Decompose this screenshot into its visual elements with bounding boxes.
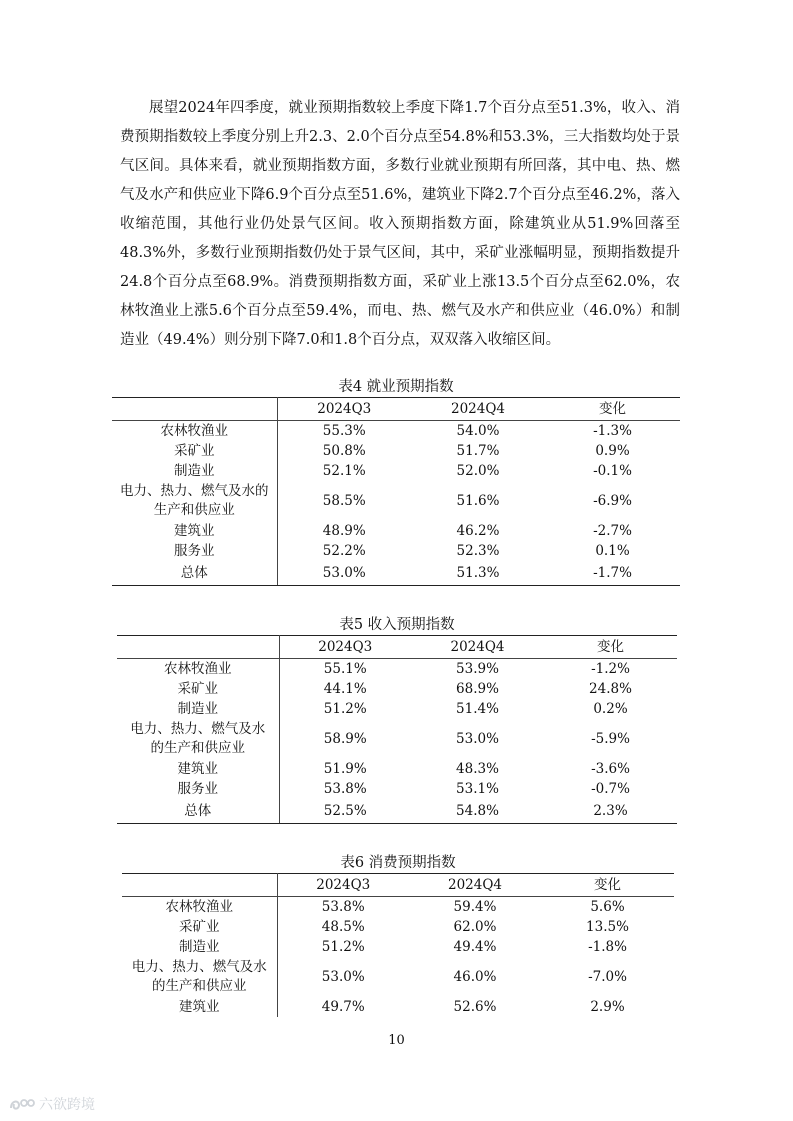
change-cell: 2.9%	[590, 998, 625, 1015]
industry-cell: 建筑业	[112, 521, 277, 541]
industry-cell: 总体	[112, 561, 277, 586]
q3-cell: 53.8%	[323, 780, 367, 797]
table-row	[122, 997, 674, 1017]
q3-cell: 53.0%	[277, 561, 411, 586]
q4-cell: 52.3%	[456, 542, 500, 559]
industry-name-line2: 生产和供应业	[153, 502, 235, 518]
table-row	[117, 719, 677, 759]
industry-cell	[122, 957, 277, 997]
q4-cell: 48.3%	[456, 760, 499, 777]
table-row	[117, 759, 677, 779]
industry-cell: 建筑业	[122, 997, 277, 1017]
table-row	[112, 421, 680, 442]
table-row	[112, 461, 680, 481]
industry-name-line2: 的生产和供应业	[150, 740, 245, 756]
table-row	[117, 779, 677, 799]
industry-name-line1: 电力、热力、燃气及水	[131, 959, 267, 975]
change-cell: -3.6%	[591, 760, 630, 777]
industry-cell: 农林牧渔业	[112, 421, 277, 442]
q4-cell: 53.9%	[456, 660, 499, 677]
table-row	[112, 521, 680, 541]
table-header-row	[117, 636, 677, 659]
change-cell: 0.9%	[595, 442, 630, 459]
q4-cell: 59.4%	[453, 898, 497, 915]
header-cell: 2024Q4	[409, 874, 541, 897]
change-cell: -1.3%	[593, 422, 632, 439]
header-cell	[112, 398, 277, 421]
industry-cell: 制造业	[112, 461, 277, 481]
change-cell: 0.2%	[593, 700, 628, 717]
table-row	[122, 957, 674, 997]
q4-cell: 62.0%	[453, 918, 497, 935]
change-cell: -7.0%	[588, 968, 627, 985]
q4-cell: 53.1%	[456, 780, 499, 797]
table-row	[117, 659, 677, 680]
q4-cell: 54.8%	[411, 799, 544, 824]
q3-cell: 52.5%	[279, 799, 411, 824]
header-cell: 2024Q3	[277, 398, 411, 421]
industry-cell: 采矿业	[117, 679, 279, 699]
industry-cell	[117, 719, 279, 759]
q3-cell: 51.2%	[321, 938, 365, 955]
change-cell: 24.8%	[589, 680, 632, 697]
q3-cell: 50.8%	[322, 442, 366, 459]
change-cell: 0.1%	[595, 542, 630, 559]
change-cell: 13.5%	[586, 918, 629, 935]
page-number: 10	[388, 1033, 405, 1048]
q3-cell: 51.9%	[323, 760, 367, 777]
income-expectation-table	[117, 615, 677, 824]
q3-cell: 49.7%	[321, 998, 365, 1015]
table-row	[117, 799, 677, 824]
change-cell: -1.7%	[545, 561, 680, 586]
industry-cell: 制造业	[122, 937, 277, 957]
header-cell	[117, 636, 279, 659]
header-cell: 2024Q4	[411, 636, 544, 659]
table-row	[122, 917, 674, 937]
industry-cell: 采矿业	[122, 917, 277, 937]
table-caption: 表5 收入预期指数	[339, 617, 455, 633]
table-row	[112, 441, 680, 461]
table-header-row	[112, 398, 680, 421]
q3-cell: 53.8%	[321, 898, 365, 915]
q4-cell: 49.4%	[453, 938, 497, 955]
q3-cell: 48.9%	[322, 522, 366, 539]
q4-cell: 51.4%	[456, 700, 499, 717]
header-cell: 变化	[545, 398, 680, 421]
q3-cell: 58.9%	[323, 730, 367, 747]
q4-cell: 53.0%	[456, 730, 499, 747]
q4-cell: 46.2%	[456, 522, 500, 539]
employment-expectation-table	[112, 377, 680, 586]
header-cell: 2024Q3	[279, 636, 411, 659]
watermark-text: 六欲跨境	[39, 1097, 95, 1113]
industry-name-line2: 的生产和供应业	[152, 978, 247, 994]
q3-cell: 55.3%	[322, 422, 366, 439]
change-cell: -6.9%	[593, 492, 632, 509]
body-paragraph: 展望2024年四季度，就业预期指数较上季度下降1.7个百分点至51.3%，收入、消费预期指数较上季度分别上升2.3、2.0个百分点至54.8%和53.3%，三大指数均处于景气区间。具体来看，就业预期指数方面，多数行业就业预期有所回落，其中电、热、燃气及水产和供应业下降6.9个百分点至51.6%，建筑业下降2.7个百分点至46.2%，落入收缩范围，其他行业仍处景气区间。收入预期指数方面，除建筑业从51.9%回落至48.3%外，多数行业预期指数仍处于景气区间，其中，采矿业涨幅明显，预期指数提升24.8个百分点至68.9%。消费预期指数方面，采矿业上涨13.5个百分点至62.0%，农林牧渔业上涨5.6个百分点至59.4%，而电、热、燃气及水产和供应业（46.0%）和制造业（49.4%）则分别下降7.0和1.8个百分点，双双落入收缩区间。	[120, 100, 680, 348]
table-row	[112, 541, 680, 561]
change-cell: -0.7%	[591, 780, 630, 797]
change-cell: -1.8%	[588, 938, 627, 955]
watermark	[8, 1094, 95, 1114]
header-cell	[122, 874, 277, 897]
q3-cell: 52.2%	[322, 542, 366, 559]
table-caption: 表4 就业预期指数	[338, 379, 454, 395]
q3-cell: 51.2%	[323, 700, 367, 717]
industry-cell: 制造业	[117, 699, 279, 719]
industry-cell: 农林牧渔业	[117, 659, 279, 680]
consumption-expectation-table	[122, 853, 674, 1017]
q4-cell: 52.0%	[456, 462, 500, 479]
header-cell: 2024Q4	[411, 398, 545, 421]
q3-cell: 48.5%	[321, 918, 365, 935]
table-row	[117, 679, 677, 699]
table-row	[117, 699, 677, 719]
industry-cell: 采矿业	[112, 441, 277, 461]
header-cell: 变化	[541, 874, 674, 897]
industry-cell	[112, 481, 277, 521]
header-cell: 变化	[544, 636, 677, 659]
industry-name-line1: 电力、热力、燃气及水的	[120, 483, 269, 499]
q4-cell: 68.9%	[456, 680, 499, 697]
industry-cell: 服务业	[112, 541, 277, 561]
change-cell: 2.3%	[544, 799, 677, 824]
q3-cell: 44.1%	[323, 680, 367, 697]
q4-cell: 51.3%	[411, 561, 545, 586]
industry-cell: 建筑业	[117, 759, 279, 779]
q3-cell: 53.0%	[321, 968, 365, 985]
table-row	[122, 897, 674, 918]
header-cell: 2024Q3	[277, 874, 409, 897]
q4-cell: 51.7%	[456, 442, 500, 459]
industry-name-line1: 电力、热力、燃气及水	[130, 721, 266, 737]
change-cell: -1.2%	[591, 660, 630, 677]
change-cell: 5.6%	[590, 898, 625, 915]
industry-cell: 服务业	[117, 779, 279, 799]
q3-cell: 55.1%	[323, 660, 367, 677]
table-row	[112, 481, 680, 521]
change-cell: -5.9%	[591, 730, 630, 747]
q4-cell: 46.0%	[453, 968, 497, 985]
table-caption: 表6 消费预期指数	[340, 855, 456, 871]
table-row	[122, 937, 674, 957]
change-cell: -0.1%	[593, 462, 632, 479]
q4-cell: 54.0%	[456, 422, 500, 439]
q4-cell: 51.6%	[456, 492, 500, 509]
change-cell: -2.7%	[593, 522, 632, 539]
watermark-logo-icon	[8, 1095, 36, 1113]
q3-cell: 58.5%	[322, 492, 366, 509]
table-header-row	[122, 874, 674, 897]
industry-cell: 农林牧渔业	[122, 897, 277, 918]
table-row	[112, 561, 680, 586]
industry-cell: 总体	[117, 799, 279, 824]
q3-cell: 52.1%	[322, 462, 366, 479]
q4-cell: 52.6%	[453, 998, 497, 1015]
